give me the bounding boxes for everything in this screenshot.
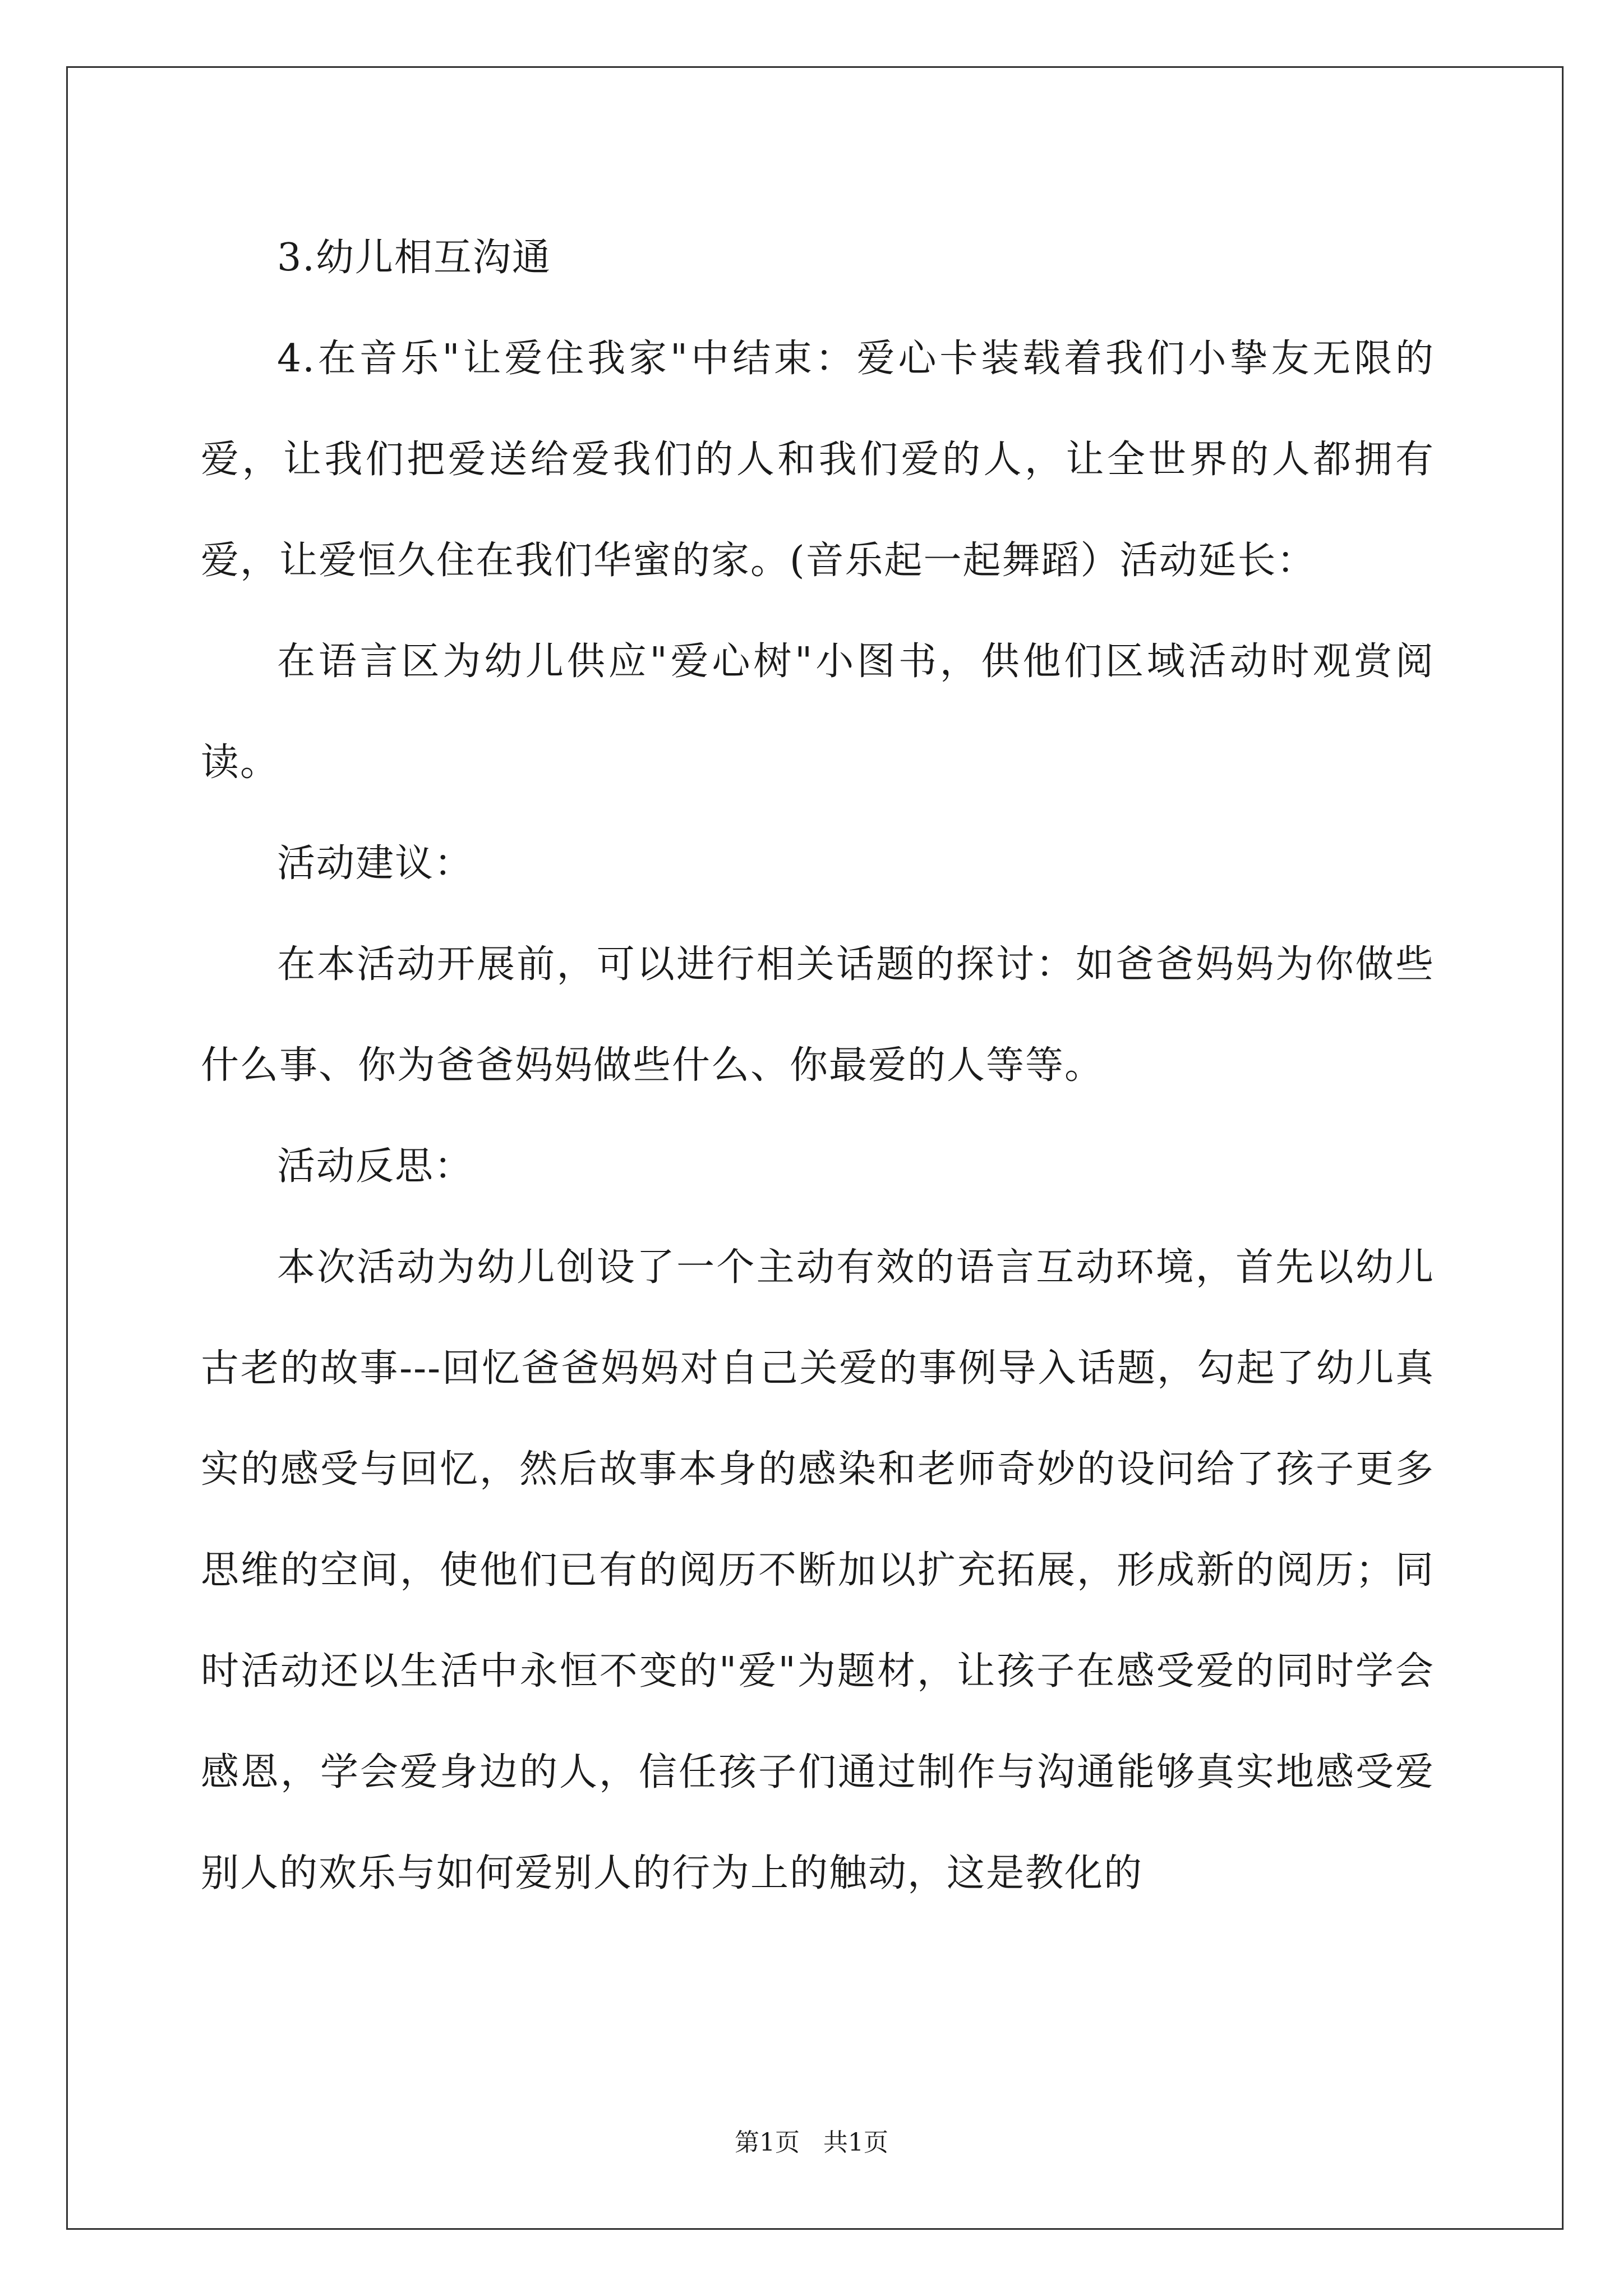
paragraph-step-3: 3.幼儿相互沟通: [277, 236, 551, 280]
page-footer: [0, 2126, 1623, 2160]
paragraph-suggestions: 在本活动开展前，可以进行相关话题的探讨：如爸爸妈妈为你做些什么事、你为爸爸妈妈做些什么、你最爱的人等等。: [201, 942, 1435, 1088]
heading-reflection: 活动反思：: [277, 1144, 474, 1189]
paragraph-reflection: 本次活动为幼儿创设了一个主动有效的语言互动环境，首先以幼儿古老的故事---回忆爸爸妈妈对自己关爱的事例导入话题，勾起了幼儿真实的感受与回忆，然后故事本身的感染和老师奇妙的设问给了孩子更多思维的空间，使他们已有的阅历不断加以扩充拓展，形成新的阅历；同时活动还以生活中永恒不变的"爱"为题材，让孩子在感受爱的同时学会感恩，学会爱身边的人，信任孩子们通过制作与沟通能够真实地感受爱别人的欢乐与如何爱别人的行为上的触动，这是教化的: [201, 1245, 1435, 1895]
document-body: [201, 208, 1435, 1924]
page-number: 第1页: [735, 2128, 800, 2157]
heading-suggestions: 活动建议：: [277, 841, 474, 886]
paragraph-step-4: 4.在音乐"让爱住我家"中结束：爱心卡装载着我们小挚友无限的爱，让我们把爱送给爱我们的人和我们爱的人，让全世界的人都拥有爱，让爱恒久住在我们华蜜的家。(音乐起一起舞蹈）活动延长：: [201, 337, 1435, 583]
page-total: 共1页: [823, 2128, 888, 2157]
paragraph-extension: 在语言区为幼儿供应"爱心树"小图书，供他们区域活动时观赏阅读。: [201, 639, 1435, 785]
